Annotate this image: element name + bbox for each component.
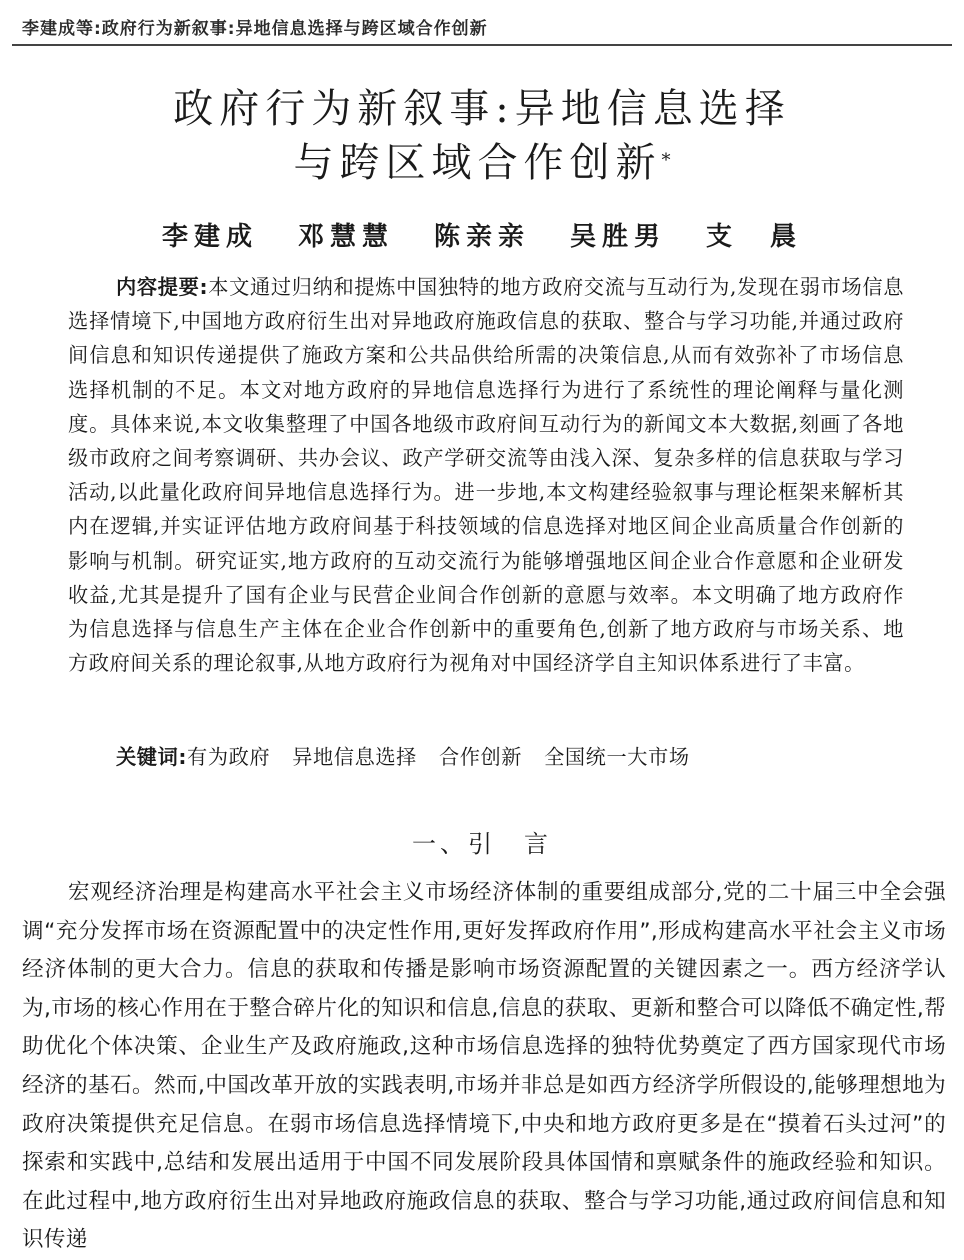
body-paragraph: 宏观经济治理是构建高水平社会主义市场经济体制的重要组成部分,党的二十届三中全会强调“充分发挥市场在资源配置中的决定性作用,更好发挥政府作用”,形成构建高水平社会主义市场经济体制的更大合力。信息的获取和传播是影响市场资源配置的关键因素之一。西方经济学认为,市场的核心作用在于整合碎片化的知识和信息,信息的获取、更新和整合可以降低不确定性,帮助优化个体决策、企业生产及政府施政,这种市场信息选择的独特优势奠定了西方国家现代市场经济的基石。然而,中国改革开放的实践表明,市场并非总是如西方经济学所假设的,能够理想地为政府决策提供充足信息。在弱市场信息选择情境下,中央和地方政府更多是在“摸着石头过河”的探索和实践中,总结和发展出适用于中国不同发展阶段具体国情和禀赋条件的施政经验和知识。在此过程中,地方政府衍生出对异地政府施政信息的获取、整合与学习功能,通过政府间信息和知识传递	[22, 880, 946, 1253]
section-heading: 一、引 言	[412, 830, 552, 858]
paper-title-line-2	[0, 136, 964, 190]
header-rule	[12, 44, 952, 46]
abstract-label: 内容提要:	[116, 275, 209, 299]
keywords-label: 关键词:	[116, 745, 188, 769]
paper-title-line-2-text: 与跨区域合作创新	[293, 140, 662, 186]
keyword: 合作创新	[438, 745, 523, 769]
author-list	[0, 216, 964, 253]
keyword: 全国统一大市场	[544, 745, 690, 769]
author-name: 吴胜男	[570, 222, 667, 252]
abstract-text: 本文通过归纳和提炼中国独特的地方政府交流与互动行为,发现在弱市场信息选择情境下,中国地方政府衍生出对异地政府施政信息的获取、整合与学习功能,并通过政府间信息和知识传递提供了施政方案和公共品供给所需的决策信息,从而有效弥补了市场信息选择机制的不足。本文对地方政府的异地信息选择行为进行了系统性的理论阐释与量化测度。具体来说,本文收集整理了中国各地级市政府间互动行为的新闻文本大数据,刻画了各地级市政府之间考察调研、共办会议、政产学研交流等由浅入深、复杂多样的信息获取与学习活动,以此量化政府间异地信息选择行为。进一步地,本文构建经验叙事与理论框架来解析其内在逻辑,并实证评估地方政府间基于科技领域的信息选择对地区间企业高质量合作创新的影响与机制。研究证实,地方政府的互动交流行为能够增强地区间企业合作意愿和企业研发收益,尤其是提升了国有企业与民营企业间合作创新的意愿与效率。本文明确了地方政府作为信息选择与信息生产主体在企业合作创新中的重要角色,创新了地方政府与市场关系、地方政府间关系的理论叙事,从地方政府行为视角对中国经济学自主知识体系进行了丰富。	[68, 275, 904, 676]
keywords	[116, 740, 712, 774]
keyword: 异地信息选择	[292, 745, 417, 769]
running-header: 李建成等:政府行为新叙事:异地信息选择与跨区域合作创新	[22, 19, 488, 39]
author-name: 李建成	[161, 222, 258, 252]
author-name: 邓慧慧	[297, 222, 394, 252]
author-name: 陈亲亲	[433, 222, 530, 252]
abstract	[68, 270, 904, 680]
title-footnote-mark: *	[661, 150, 671, 171]
author-name: 支 晨	[706, 222, 803, 252]
paper-title-line-1: 政府行为新叙事:异地信息选择	[173, 86, 791, 132]
keyword: 有为政府	[187, 745, 271, 769]
